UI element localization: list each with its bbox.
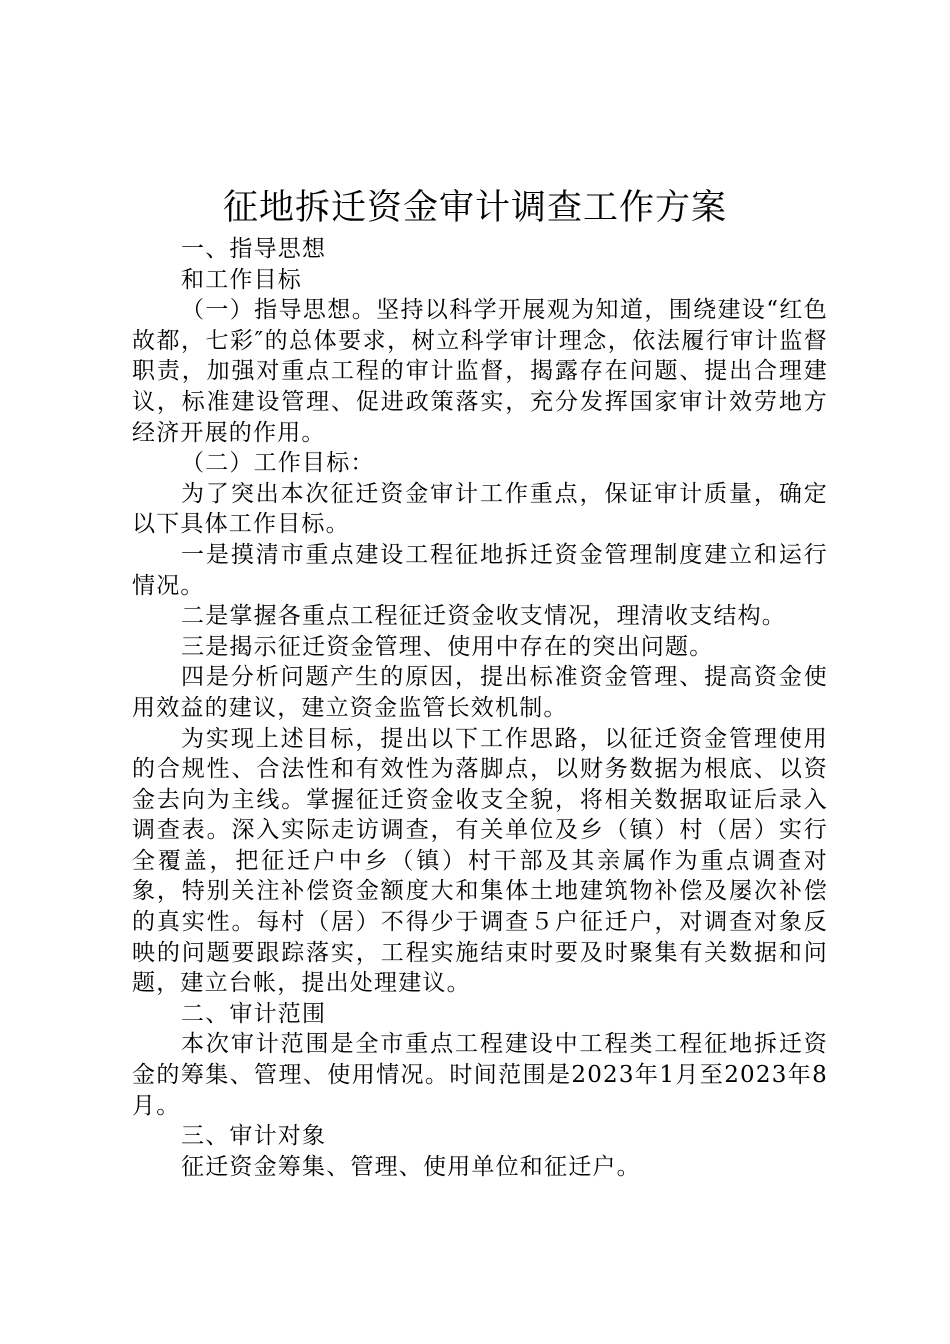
paragraph-goal-2: 二是掌握各重点工程征迁资金收支情况，理清收支结构。	[181, 603, 786, 630]
paragraph-audit-scope: 本次审计范围是全市重点工程建设中工程类工程征地拆迁资金的筹集、管理、使用情况。时间范围是2023年1月至2023年8月。	[132, 1031, 828, 1119]
section-heading-continuation: 和工作目标	[181, 266, 302, 293]
document-title: 征地拆迁资金审计调查工作方案	[222, 188, 727, 228]
paragraph-goals-intro: 为了突出本次征迁资金审计工作重点，保证审计质量，确定以下具体工作目标。	[132, 480, 828, 538]
paragraph-goal-4: 四是分析问题产生的原因，提出标准资金管理、提高资金使用效益的建议，建立资金监管长效机制。	[132, 664, 828, 721]
section-heading-audit-objects: 三、审计对象	[181, 1123, 327, 1150]
paragraph-work-approach: 为实现上述目标，提出以下工作思路，以征迁资金管理使用的合规性、合法性和有效性为落脚点，以财务数据为根底、以资金去向为主线。掌握征迁资金收支全貌，将相关数据取证后录入调查表。深入实际走访调查，有关单位及乡（镇）村（居）实行全覆盖，把征迁户中乡（镇）村干部及其亲属作为重点调查对象，特别关注补偿资金额度大和集体土地建筑物补偿及屡次补偿的真实性。每村（居）不得少于调查５户征迁户，对调查对象反映的问题要跟踪落实，工程实施结束时要及时聚集有关数据和问题，建立台帐，提出处理建议。	[132, 725, 828, 997]
paragraph-goal-1: 一是摸清市重点建设工程征地拆迁资金管理制度建立和运行情况。	[132, 541, 828, 599]
paragraph-goal-3: 三是揭示征迁资金管理、使用中存在的突出问题。	[181, 633, 714, 660]
section-heading-guiding-ideology: 一、指导思想	[181, 236, 327, 262]
subheading-work-goals: （二）工作目标：	[181, 450, 375, 477]
paragraph-audit-objects: 征迁资金筹集、管理、使用单位和征迁户。	[181, 1153, 641, 1180]
section-heading-audit-scope: 二、审计范围	[181, 1000, 327, 1027]
document-body	[132, 234, 828, 1182]
paragraph-guiding-ideology: （一）指导思想。坚持以科学开展观为知道，围绕建设“红色故都，七彩″的总体要求，树立科学审计理念，依法履行审计监督职责，加强对重点工程的审计监督，揭露存在问题、提出合理建议，标准建设管理、促进政策落实，充分发挥国家审计效劳地方经济开展的作用。	[132, 297, 828, 446]
